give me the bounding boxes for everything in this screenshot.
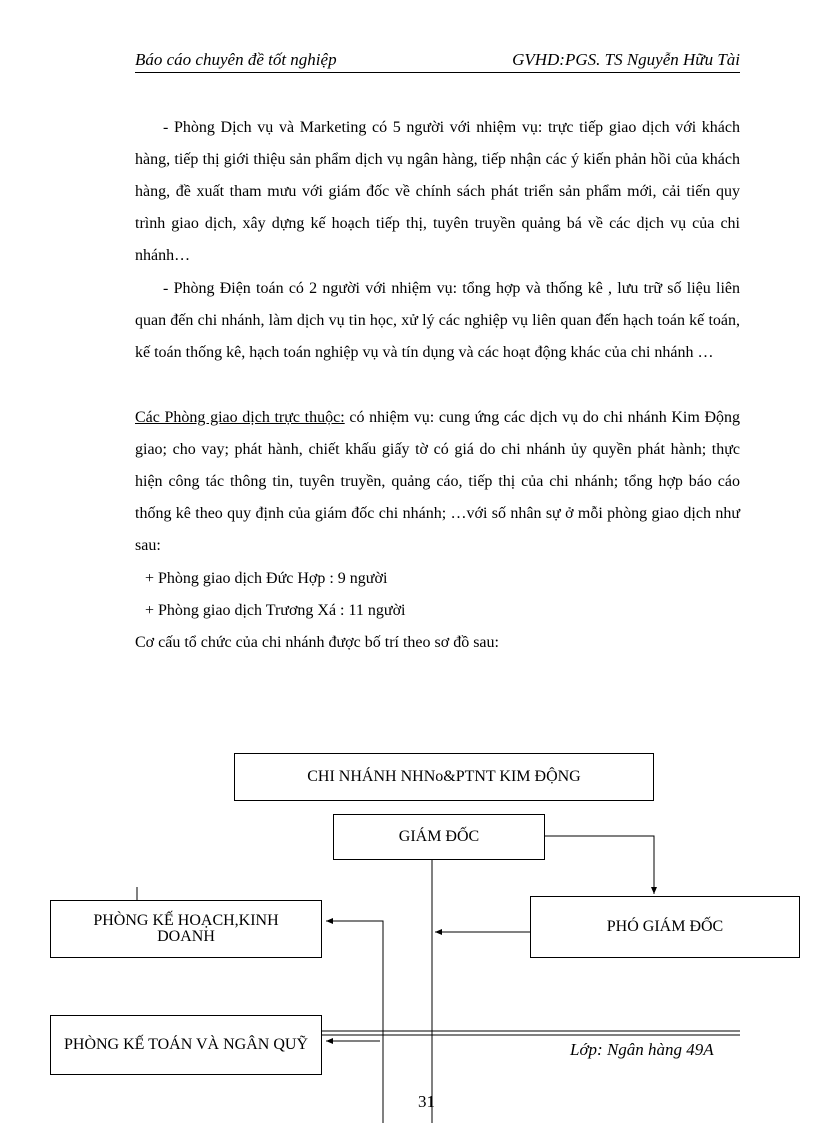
header-supervisor: GVHD:PGS. TS Nguyễn Hữu Tài <box>512 50 740 69</box>
plan-business-dept-box: PHÒNG KẾ HOẠCH,KINH DOANH <box>50 900 322 958</box>
director-to-deputy-arrow <box>545 836 654 894</box>
paragraph-marketing: - Phòng Dịch vụ và Marketing có 5 người với nhiệm vụ: trực tiếp giao dịch với khách hàng, tiếp thị giới thiệu sản phẩm dịch vụ ngân hàng, tiếp nhận các ý kiến phản hồi của khách hàng, đề xuất tham mưu với giám đốc về chính sách phát triển sản phẩm mới, cải tiến quy trình giao dịch, xây dựng kế hoạch tiếp thị, tuyên truyền quảng bá về các dịch vụ của chi nhánh… <box>135 119 740 264</box>
arrow-to-plan-dept <box>326 921 383 1123</box>
branch-box: CHI NHÁNH NHNo&PTNT KIM ĐỘNG <box>234 753 654 801</box>
accounting-treasury-dept-box: PHÒNG KẾ TOÁN VÀ NGÂN QUỸ <box>50 1015 322 1075</box>
deputy-director-box: PHÓ GIÁM ĐỐC <box>530 896 800 958</box>
footer-class-label: Lớp: Ngân hàng 49A <box>570 1040 714 1059</box>
paragraph-it-dept: - Phòng Điện toán có 2 người với nhiệm vụ: tổng hợp và thống kê , lưu trữ số liệu liên quan đến chi nhánh, làm dịch vụ tin học, xử lý các nghiệp vụ liên quan đến hạch toán kế toán, kế toán thống kê, hạch toán nghiệp vụ và tín dụng và các hoạt động khác của chi nhánh … <box>135 280 740 361</box>
bullet-duc-hop: + Phòng giao dịch Đức Hợp : 9 người <box>145 570 388 587</box>
header-report-title: Báo cáo chuyên đề tốt nghiệp <box>135 50 337 69</box>
director-box: GIÁM ĐỐC <box>333 814 545 860</box>
transaction-offices-heading: Các Phòng giao dịch trực thuộc: <box>135 409 345 426</box>
org-chart-intro: Cơ cấu tổ chức của chi nhánh được bố trí theo sơ đồ sau: <box>135 634 499 651</box>
page-number: 31 <box>418 1092 435 1111</box>
transaction-offices-text: có nhiệm vụ: cung ứng các dịch vụ do chi nhánh Kim Động giao; cho vay; phát hành, chiết khấu giấy tờ có giá do chi nhánh ủy quyền phát hành; thực hiện công tác thông tin, tuyên truyền, quảng cáo, tiếp thị của chi nhánh; tổng hợp báo cáo thống kê theo quy định của giám đốc chi nhánh; …với số nhân sự ở mỗi phòng giao dịch như sau: <box>135 409 741 554</box>
bullet-truong-xa: + Phòng giao dịch Trương Xá : 11 người <box>145 602 406 619</box>
